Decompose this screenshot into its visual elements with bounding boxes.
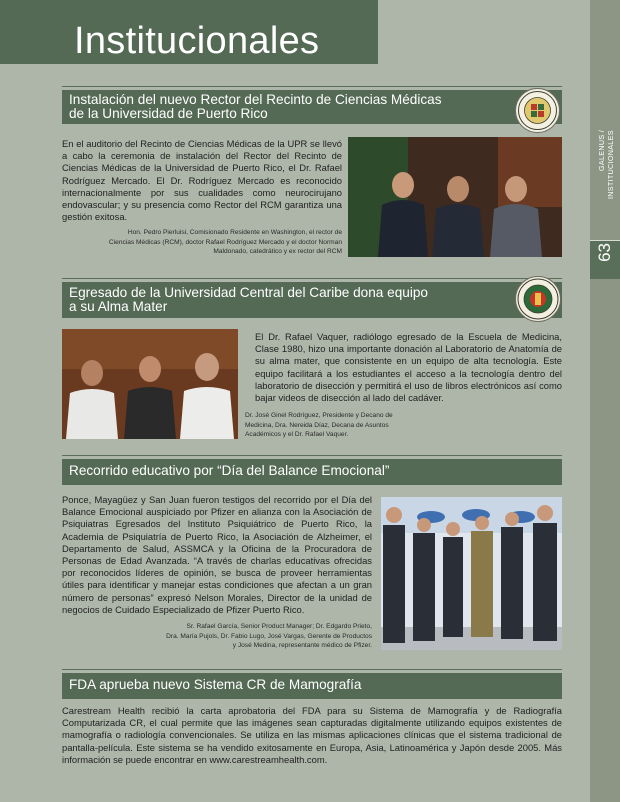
ucc-seal-logo: [515, 276, 561, 322]
caption-line: Dra. María Pujols, Dr. Fabio Lugo, José Vargas, Gerente de Productos: [166, 632, 372, 640]
page-number: 63: [595, 243, 614, 262]
caption-line: Dr. José Ginel Rodríguez, Presidente y Decano de: [245, 412, 393, 419]
caption-line: Académicos y el Dr. Rafael Vaquer.: [245, 431, 349, 439]
article-1-body: En el auditorio del Recinto de Ciencias Médicas de la UPR se llevó a cabo la ceremonia de instalación del Rector del Recinto de Ciencias Médicas de la Universidad de Puerto Rico, el Dr. Rafael Rodríguez Mercado. El Dr. Rodríguez Mercado es reconocido internacionalmente por sus cualidades como neurocirujano endovascular; y su presencia como Rector del RCM garantiza una gestión exitosa.: [62, 138, 342, 223]
caption-line: Maldonado, catedrático y ex rector del RCM: [213, 248, 342, 256]
sidebar-strip: [590, 0, 620, 802]
article-4-title-bar: [62, 673, 562, 699]
article-1-title-line2: de la Universidad de Puerto Rico: [69, 106, 268, 121]
caption-line: Ciencias Médicas (RCM), doctor Rafael Rodríguez Mercado y el doctor Norman: [108, 238, 342, 246]
article-1-photo: [348, 137, 562, 257]
section-rule: [62, 86, 562, 87]
section-label: GALENUS / INSTITUCIONALES: [597, 130, 615, 199]
article-2-title-bar: [62, 282, 562, 318]
caption-line: y José Medina, representante médico de Pfizer.: [232, 642, 372, 650]
article-2-photo: [62, 329, 238, 439]
caption-line: Hon. Pedro Pierluisi, Comisionado Residente en Washington, el rector de: [127, 229, 342, 236]
section-rule: [62, 669, 562, 670]
page-number-box: [590, 241, 620, 279]
article-2-title-line2: a su Alma Mater: [69, 299, 168, 314]
section-rule: [62, 278, 562, 279]
article-1-caption: [62, 228, 342, 257]
article-3-body: Ponce, Mayagüez y San Juan fueron testigos del recorrido por el Día del Balance Emocional auspiciado por Pfizer en alianza con la Asociación de Psiquiatras Egresados del Instituto Psiquiátrico de Puerto Rico, la Academia de Psiquiatría de Puerto Rico, la Asociación de Alzheimer, el Departamento de Salud, ASSMCA y la Oficina de la Procuradora de Personas de Edad Avanzada. “A través de charlas educativas ofrecidas por reconocidos líderes de opinión, se busca de proveer herramientas útiles para identificar y manejar estas condiciones que afectan a un gran número de personas” expresó Nelson Morales, Director de la unidad de negocios de Cuidado Especializado de Pfizer Puerto Rico.: [62, 494, 372, 615]
page-title: Institucionales: [74, 20, 320, 62]
caption-line: Sr. Rafael García, Senior Product Manager; Dr. Edgardo Prieto,: [186, 623, 372, 630]
article-4-title: FDA aprueba nuevo Sistema CR de Mamografía: [69, 677, 362, 692]
article-2-title-line1: Egresado de la Universidad Central del Caribe dona equipo: [69, 285, 428, 300]
article-2-caption: [245, 411, 495, 440]
article-3-photo: [381, 497, 562, 650]
upr-seal-logo: [515, 88, 560, 133]
article-4-body: Carestream Health recibió la carta aprobatoria del FDA para su Sistema de Mamografía y de Radiografía Computarizada CR, el cual permite que las imágenes sean capturadas digitalmente utilizando equipos existentes de mamografía o radiología convencionales. Se utiliza en las mismas aplicaciones clínicas que el sistema tradicional de pantalla-película. Este sistema se ha vendido exitosamente en Europa, Asia, Latinoamérica y Japón desde 2005. Más información se puede encontrar en www.carestreamhealth.com.: [62, 705, 562, 765]
article-2-body: El Dr. Rafael Vaquer, radiólogo egresado de la Escuela de Medicina, Clase 1980, hizo una importante donación al Laboratorio de Anatomía de su alma mater, que consistente en un equipo de alta tecnología. Este equipo facilitará a los estudiantes el acceso a la tecnología dentro del laboratorio de disección y permitirá el uso de libros electrónicos así como bajar videos de disección al lado del cadáver.: [255, 331, 562, 404]
section-rule: [62, 455, 562, 456]
article-3-title-bar: [62, 459, 562, 485]
article-3-caption: [62, 622, 372, 651]
caption-line: Medicina, Dra. Nereida Díaz, Decana de Asuntos: [245, 421, 389, 429]
article-3-title: Recorrido educativo por “Día del Balance Emocional”: [69, 463, 390, 478]
article-1-title-line1: Instalación del nuevo Rector del Recinto de Ciencias Médicas: [69, 92, 442, 107]
article-1-title-bar: [62, 90, 562, 124]
